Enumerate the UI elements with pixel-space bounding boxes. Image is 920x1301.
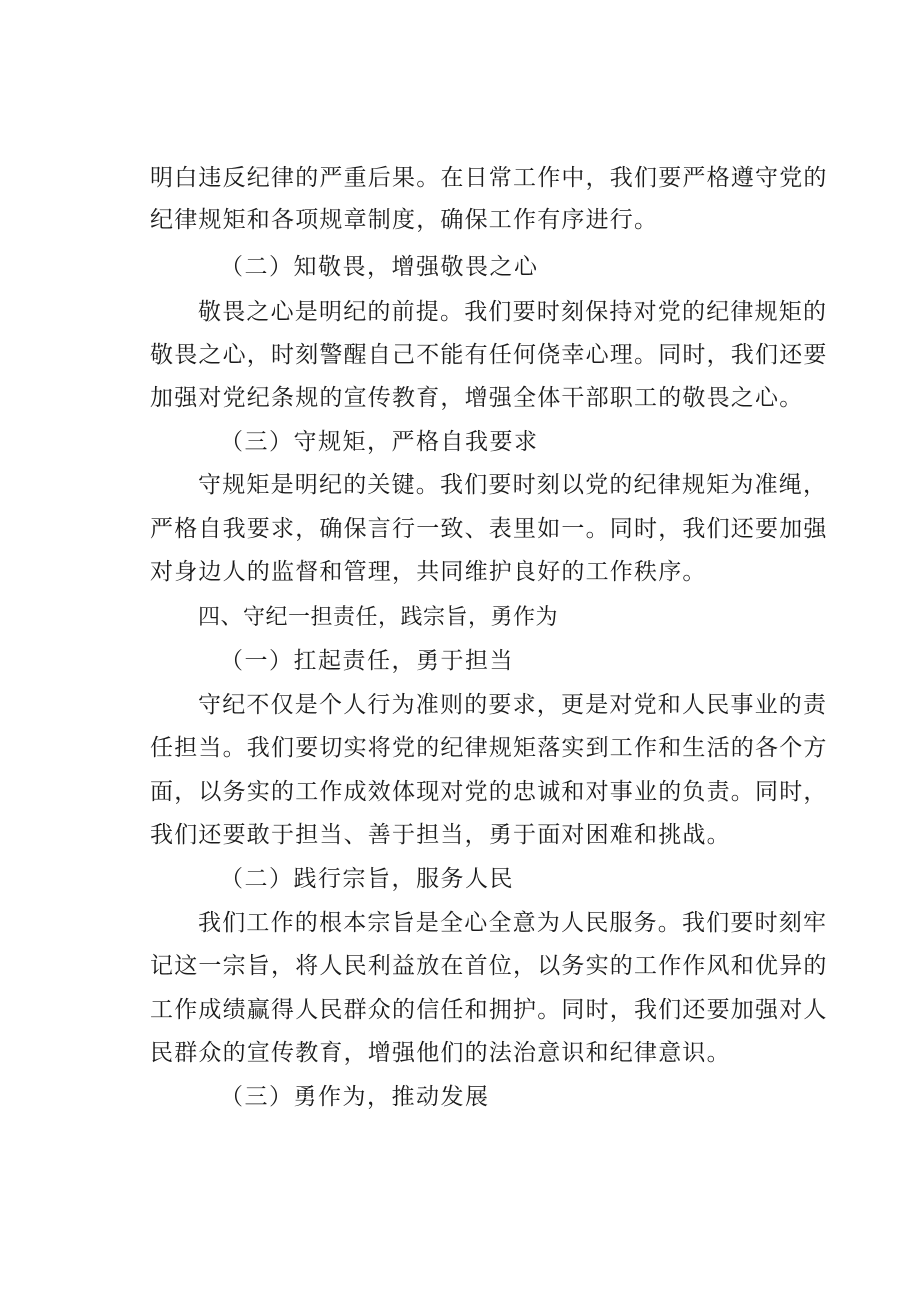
paragraph-line: 民群众的宣传教育，增强他们的法治意识和纪律意识。 xyxy=(150,1040,731,1066)
subsection-title: （一）扛起责任，勇于担当 xyxy=(220,648,514,674)
paragraph-line: 我们还要敢于担当、善于担当，勇于面对困难和挑战。 xyxy=(150,822,731,848)
subsection-title: （三）勇作为，推动发展 xyxy=(220,1084,490,1110)
paragraph-line: 明白违反纪律的严重后果。在日常工作中，我们要严格遵守党的 xyxy=(150,165,828,191)
paragraph-line: 敬畏之心，时刻警醒自己不能有任何侥幸心理。同时，我们还要 xyxy=(150,342,828,368)
paragraph-line: 严格自我要求，确保言行一致、表里如一。同时，我们还要加强 xyxy=(150,516,828,542)
paragraph-line: 工作成绩赢得人民群众的信任和拥护。同时，我们还要加强对人 xyxy=(150,997,828,1023)
subsection-title: （三）守规矩，严格自我要求 xyxy=(220,429,539,455)
paragraph-line: 纪律规矩和各项规章制度，确保工作有序进行。 xyxy=(150,207,659,233)
section-heading: 四、守纪一担责任，践宗旨，勇作为 xyxy=(198,605,559,630)
paragraph-line: 加强对党纪条规的宣传教育，增强全体干部职工的敬畏之心。 xyxy=(150,385,804,411)
paragraph-line: 任担当。我们要切实将党的纪律规矩落实到工作和生活的各个方 xyxy=(150,735,828,761)
paragraph-line: 对身边人的监督和管理，共同维护良好的工作秩序。 xyxy=(150,559,707,585)
subsection-title: （二）知敬畏，增强敬畏之心 xyxy=(220,254,539,280)
paragraph-line: 守规矩是明纪的关键。我们要时刻以党的纪律规矩为准绳， xyxy=(198,472,828,498)
paragraph-line: 我们工作的根本宗旨是全心全意为人民服务。我们要时刻牢 xyxy=(198,910,828,936)
paragraph-line: 敬畏之心是明纪的前提。我们要时刻保持对党的纪律规矩的 xyxy=(198,299,828,325)
subsection-title: （二）践行宗旨，服务人民 xyxy=(220,866,514,892)
paragraph-line: 记这一宗旨，将人民利益放在首位，以务实的工作作风和优异的 xyxy=(150,953,828,979)
paragraph-line: 守纪不仅是个人行为准则的要求，更是对党和人民事业的责 xyxy=(198,692,828,718)
paragraph-line: 面，以务实的工作成效体现对党的忠诚和对事业的负责。同时， xyxy=(150,779,828,805)
